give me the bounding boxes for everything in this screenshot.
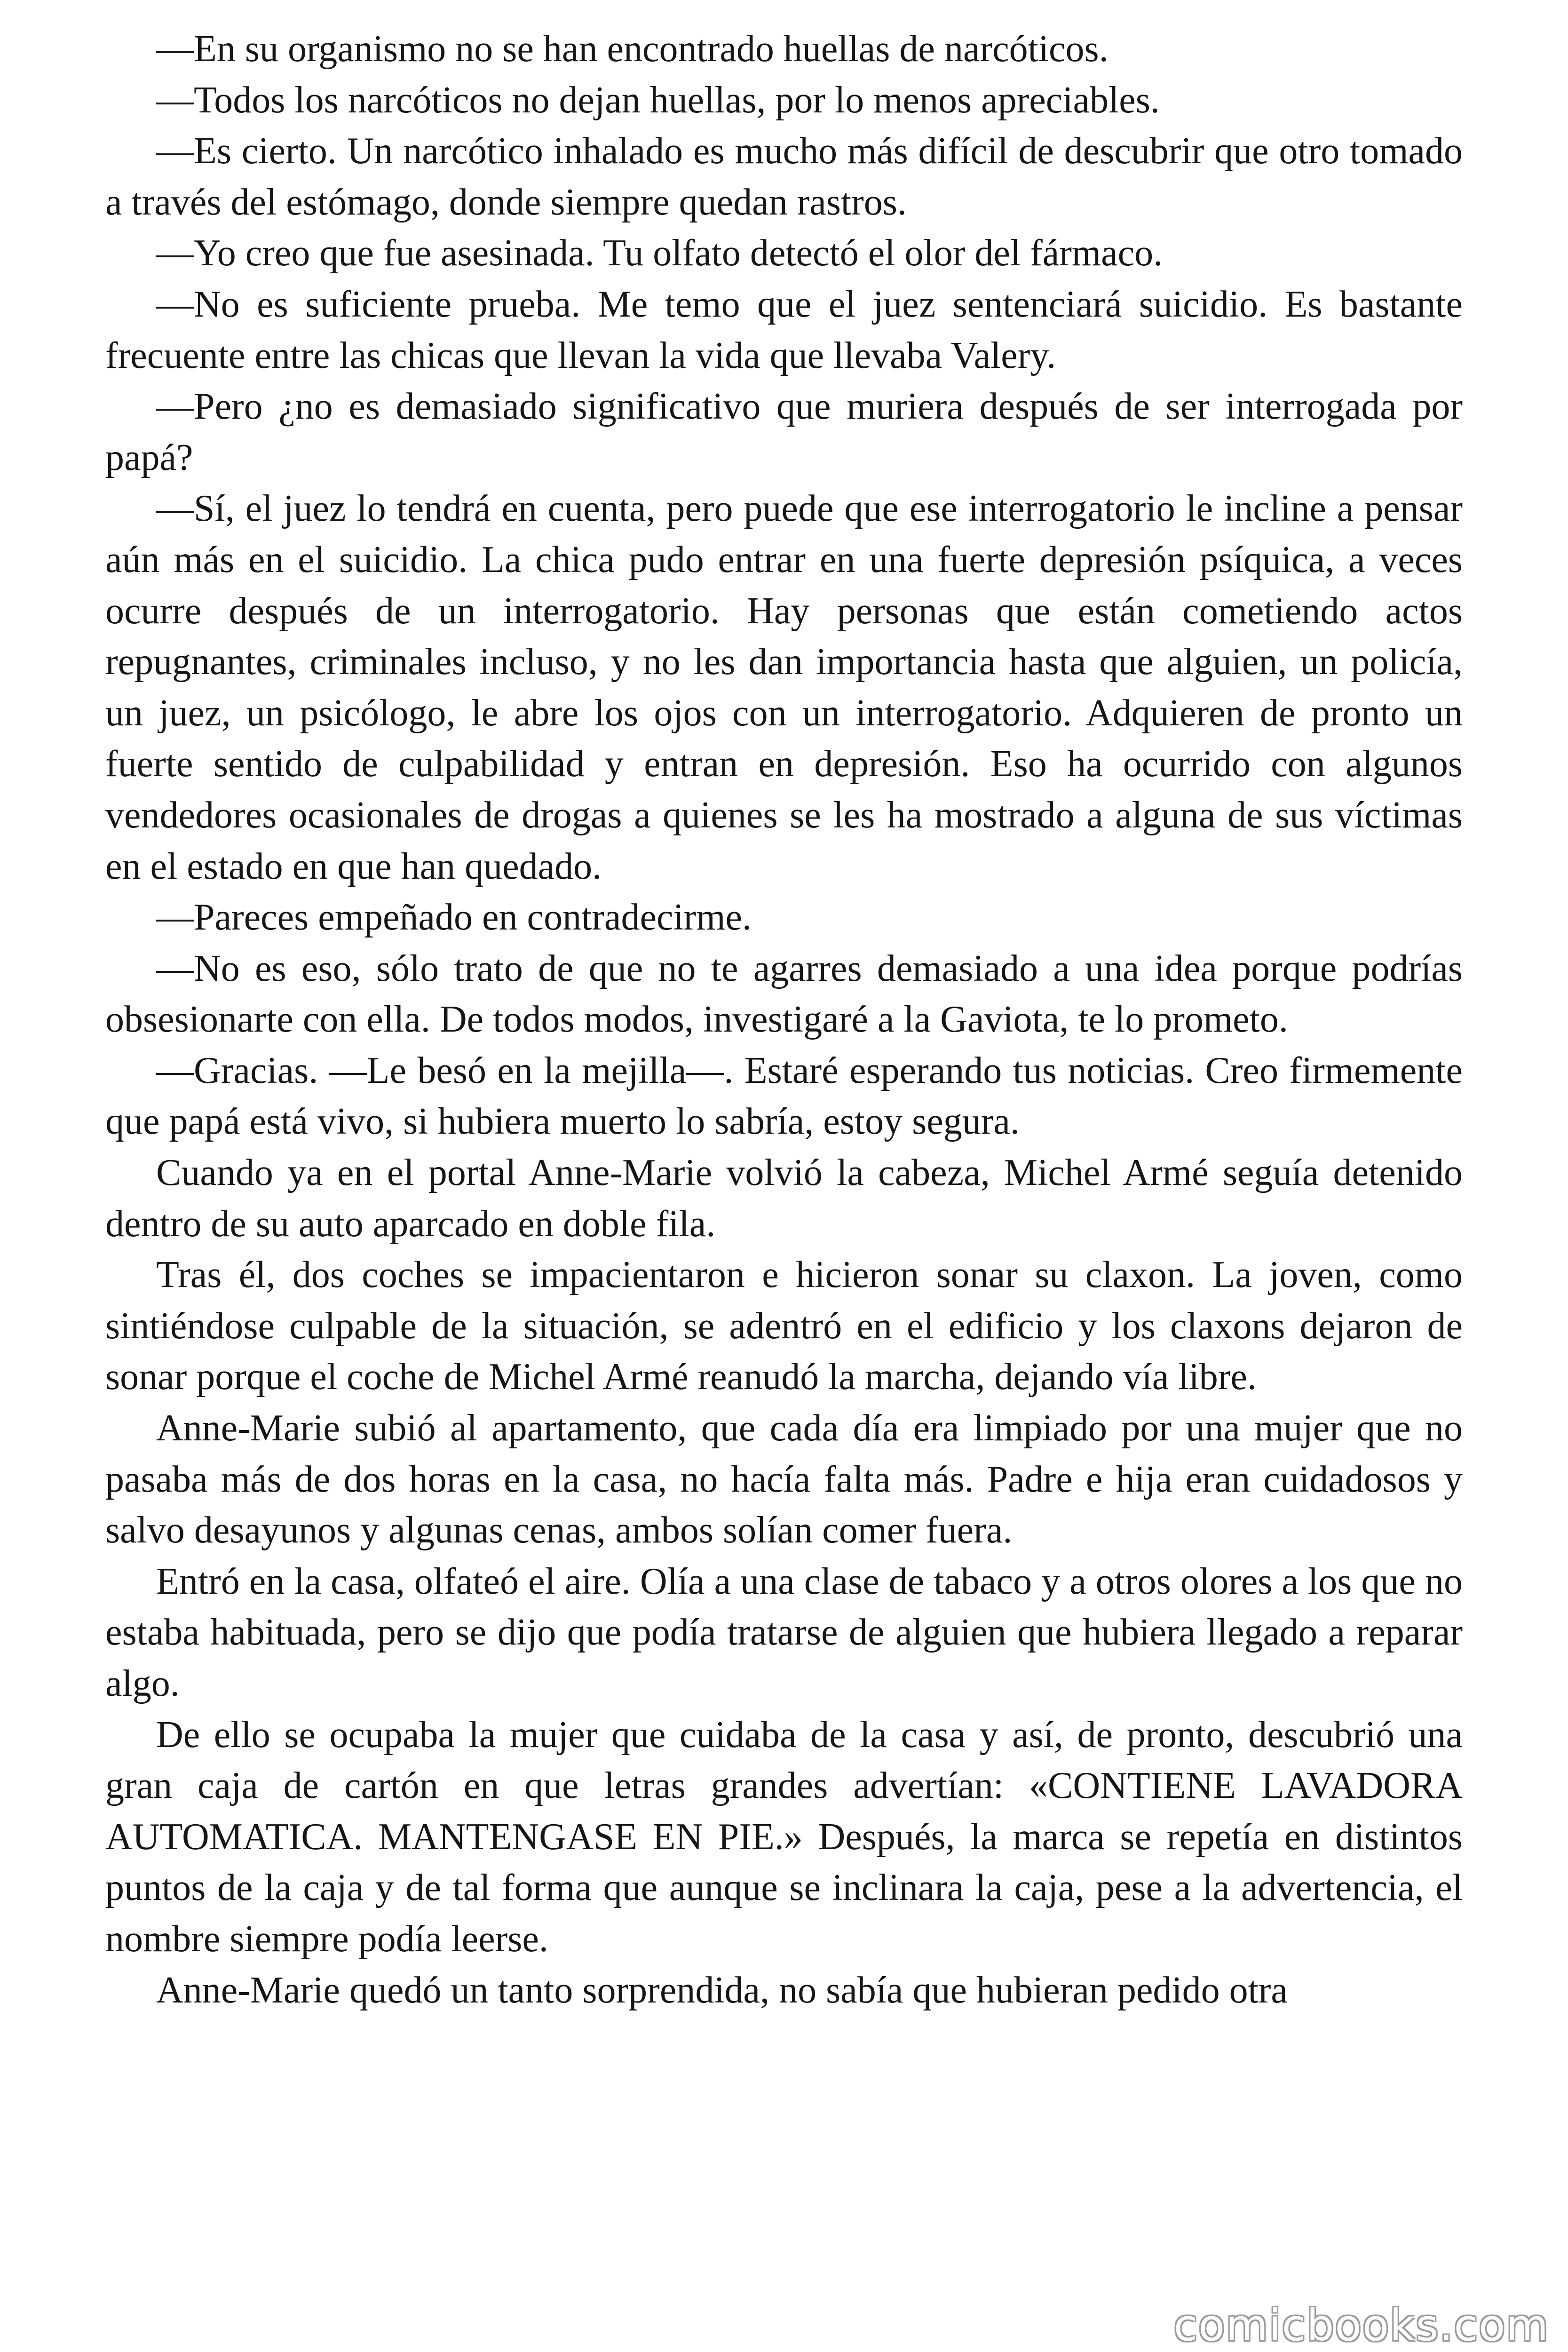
paragraph: —Todos los narcóticos no dejan huellas, por lo menos apreciables. [156, 79, 1160, 121]
paragraph: —Es cierto. Un narcótico inhalado es mucho más difícil de descubrir que otro tomado a través del estómago, donde siempre quedan rastros. [105, 130, 1463, 223]
paragraph: —Gracias. —Le besó en la mejilla—. Estaré esperando tus noticias. Creo firmemente que papá está vivo, si hubiera muerto lo sabría, estoy segura. [105, 1049, 1463, 1143]
paragraph: —Yo creo que fue asesinada. Tu olfato detectó el olor del fármaco. [156, 232, 1163, 274]
paragraph: Anne-Marie subió al apartamento, que cada día era limpiado por una mujer que no pasaba más de dos horas en la casa, no hacía falta más. Padre e hija eran cuidadosos y salvo desayunos y algunas cenas, ambos solían comer fuera. [105, 1407, 1463, 1551]
paragraph: De ello se ocupaba la mujer que cuidaba de la casa y así, de pronto, descubrió una gran caja de cartón en que letras grandes advertían: «CONTIENE LAVADORA AUTOMATICA. MANTENGASE EN PIE.» Después, la marca se repetía en distintos puntos de la caja y de tal forma que aunque se inclinara la caja, pese a la advertencia, el nombre siempre podía leerse. [105, 1714, 1463, 1960]
watermark-text: comicbooks.com [1173, 2300, 1549, 2351]
paragraph-last-line: Anne-Marie quedó un tanto sorprendida, no sabía que hubieran pedido otra [156, 1969, 1288, 2011]
paragraph: —Pareces empeñado en contradecirme. [156, 897, 752, 938]
paragraph: Entró en la casa, olfateó el aire. Olía a una clase de tabaco y a otros olores a los que no estaba habituada, pero se dijo que podía tratarse de alguien que hubiera llegado a reparar algo. [105, 1560, 1463, 1704]
paragraph: Tras él, dos coches se impacientaron e hicieron sonar su claxon. La joven, como sintiéndose culpable de la situación, se adentró en el edificio y los claxons dejaron de sonar porque el coche de Michel Armé reanudó la marcha, dejando vía libre. [105, 1254, 1463, 1398]
page-body-text [105, 24, 1463, 2016]
paragraph: —Sí, el juez lo tendrá en cuenta, pero puede que ese interrogatorio le incline a pensar aún más en el suicidio. La chica pudo entrar en una fuerte depresión psíquica, a veces ocurre después de un interrogatorio. Hay personas que están cometiendo actos repugnantes, criminales incluso, y no les dan importancia hasta que alguien, un policía, un juez, un psicólogo, le abre los ojos con un interrogatorio. Adquieren de pronto un fuerte sentido de culpabilidad y entran en depresión. Eso ha ocurrido con algunos vendedores ocasionales de drogas a quienes se les ha mostrado a alguna de sus víctimas en el estado en que han quedado. [105, 488, 1463, 887]
paragraph: —No es eso, sólo trato de que no te agarres demasiado a una idea porque podrías obsesionarte con ella. De todos modos, investigaré a la Gaviota, te lo prometo. [105, 947, 1463, 1041]
paragraph: —Pero ¿no es demasiado significativo que muriera después de ser interrogada por papá? [105, 386, 1463, 478]
paragraph: —En su organismo no se han encontrado huellas de narcóticos. [156, 28, 1109, 70]
paragraph: Cuando ya en el portal Anne-Marie volvió la cabeza, Michel Armé seguía detenido dentro de su auto aparcado en doble fila. [105, 1152, 1463, 1245]
paragraph: —No es suficiente prueba. Me temo que el juez sentenciará suicidio. Es bastante frecuente entre las chicas que llevan la vida que llevaba Valery. [105, 283, 1463, 376]
